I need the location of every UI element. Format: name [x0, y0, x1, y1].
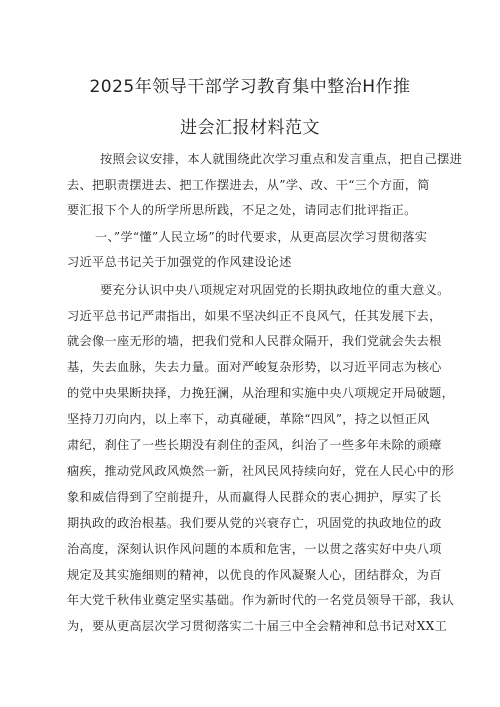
paragraph-3-line-10: 期执政的政治根基。我们要从党的兴衰存亡，巩固党的执政地位的政	[67, 516, 442, 530]
paragraph-3-line-8: 痼疾，推动党风政风焕然一新，社风民风持续向好，党在人民心中的形	[67, 464, 455, 478]
paragraph-3-line-12: 规定及其实施细则的精神，以优良的作风凝聚人心，团结群众，为百	[67, 568, 442, 582]
paragraph-3-line-9: 象和威信得到了空前提升，从而赢得人民群众的衷心拥护，厚实了长	[67, 490, 442, 504]
paragraph-3-line-1: 要充分认识中央八项规定对巩固党的长期执政地位的重大意义。	[100, 283, 450, 297]
paragraph-3-line-3: 就会像一座无形的墙，把我们党和人民群众隔开，我们党就会失去根	[67, 334, 442, 348]
paragraph-1-line-3: 要汇报下个人的所学所思所践，不足之处，请同志们批评指正。	[67, 203, 417, 217]
paragraph-3-line-2: 习近平总书记严肃指出，如果不坚决纠正不良风气，任其发展下去，	[67, 309, 442, 323]
section-heading-line-1: 一、”学“懂”人民立场”的时代要求，从更高层次学习贯彻落实	[95, 230, 428, 244]
paragraph-3-line-5: 的党中央果断抉择，力挽狂澜，从治理和实施中央八项规定开局破题，	[67, 386, 455, 400]
paragraph-3-line-14: 为，要从更高层次学习贯彻落实二十届三中全会精神和总书记对XX工	[67, 619, 448, 633]
paragraph-3-line-6: 坚持刀刃向内，以上率下，动真碰硬，革除“四风”，持之以恒正风	[67, 412, 430, 426]
paragraph-1-line-2: 去、把职责摆进去、把工作摆进去，从”学、改、干“三个方面，简	[67, 178, 430, 192]
paragraph-3-line-11: 治高度，深刻认识作风问题的本质和危害，一以贯之落实好中央八项	[67, 542, 442, 556]
document-title-line-2: 进会汇报材料范文	[180, 118, 320, 138]
document-title-line-1: 2025年领导干部学习教育集中整治H作推	[89, 77, 411, 97]
paragraph-3-line-7: 肃纪，刹住了一些长期没有刹住的歪风，纠治了一些多年未除的顽瘴	[67, 438, 442, 452]
paragraph-1-line-1: 按照会议安排，本人就围绕此次学习重点和发言重点，把自己摆进	[100, 152, 463, 166]
paragraph-3-line-13: 年大党千秋伟业奠定坚实基础。作为新时代的一名党员领导干部，我认	[67, 593, 455, 607]
section-heading-line-2: 习近平总书记关于加强党的作风建设论述	[67, 255, 292, 269]
paragraph-3-line-4: 基，失去血脉，失去力量。面对严峻复杂形势，以习近平同志为核心	[67, 360, 442, 374]
